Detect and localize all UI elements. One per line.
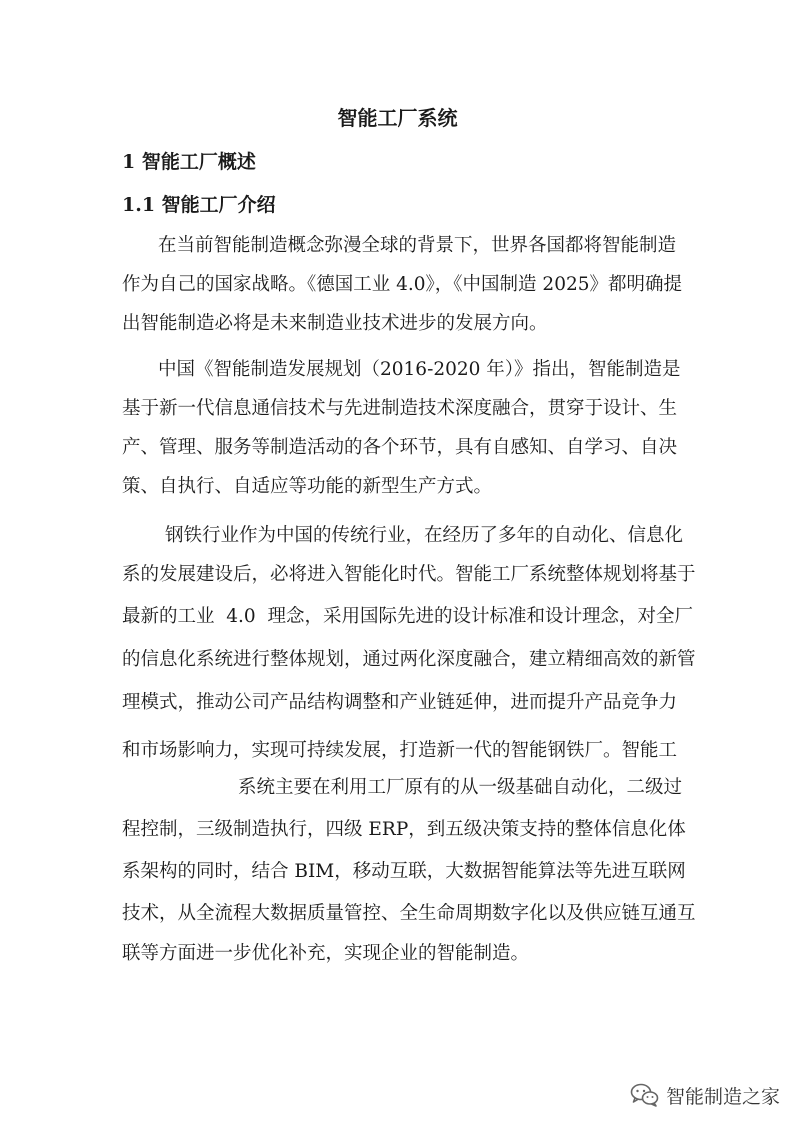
section-heading-1-1: 1.1 智能工厂介绍 bbox=[122, 194, 276, 216]
document-title: 智能工厂系统 bbox=[337, 106, 458, 130]
paragraph-line: 最新的工业 4.0 理念，采用国际先进的设计标准和设计理念，对全厂 bbox=[122, 606, 693, 627]
watermark bbox=[630, 1080, 780, 1110]
paragraph-line: 理模式，推动公司产品结构调整和产业链延伸，进而提升产品竞争力 bbox=[122, 692, 678, 713]
wechat-icon bbox=[630, 1082, 660, 1108]
watermark-label: 智能制造之家 bbox=[666, 1085, 781, 1108]
paragraph-line: 技术，从全流程大数据质量管控、全生命周期数字化以及供应链互通互 bbox=[122, 903, 696, 924]
paragraph-line: 钢铁行业作为中国的传统行业，在经历了多年的自动化、信息化 bbox=[165, 525, 684, 546]
paragraph-line: 系架构的同时，结合 BIM，移动互联，大数据智能算法等先进互联网 bbox=[122, 861, 686, 882]
paragraph-line: 作为自己的国家战略。《德国工业 4.0》，《中国制造 2025》都明确提 bbox=[122, 274, 683, 295]
section-heading-1: 1 智能工厂概述 bbox=[122, 151, 256, 173]
paragraph-line: 系统主要在利用工厂原有的从一级基础自动化，二级过 bbox=[238, 777, 683, 798]
paragraph-line: 联等方面进一步优化补充，实现企业的智能制造。 bbox=[122, 943, 530, 964]
paragraph-line: 中国《智能制造发展规划（2016-2020 年）》指出，智能制造是 bbox=[158, 359, 681, 380]
paragraph-line: 在当前智能制造概念弥漫全球的背景下，世界各国都将智能制造 bbox=[158, 235, 677, 256]
paragraph-line: 的信息化系统进行整体规划，通过两化深度融合，建立精细高效的新管 bbox=[122, 649, 696, 670]
paragraph-line: 基于新一代信息通信技术与先进制造技术深度融合，贯穿于设计、生 bbox=[122, 398, 678, 419]
paragraph-line: 策、自执行、自适应等功能的新型生产方式。 bbox=[122, 476, 493, 497]
paragraph-line: 系的发展建设后，必将进入智能化时代。智能工厂系统整体规划将基于 bbox=[122, 564, 696, 585]
paragraph-line: 出智能制造必将是未来制造业技术进步的发展方向。 bbox=[122, 313, 548, 334]
paragraph-line: 程控制，三级制造执行，四级 ERP，到五级决策支持的整体信息化体 bbox=[122, 819, 686, 840]
paragraph-line: 产、管理、服务等制造活动的各个环节，具有自感知、自学习、自决 bbox=[122, 437, 678, 458]
paragraph-line: 和市场影响力，实现可持续发展，打造新一代的智能钢铁厂。智能工 bbox=[122, 740, 678, 761]
